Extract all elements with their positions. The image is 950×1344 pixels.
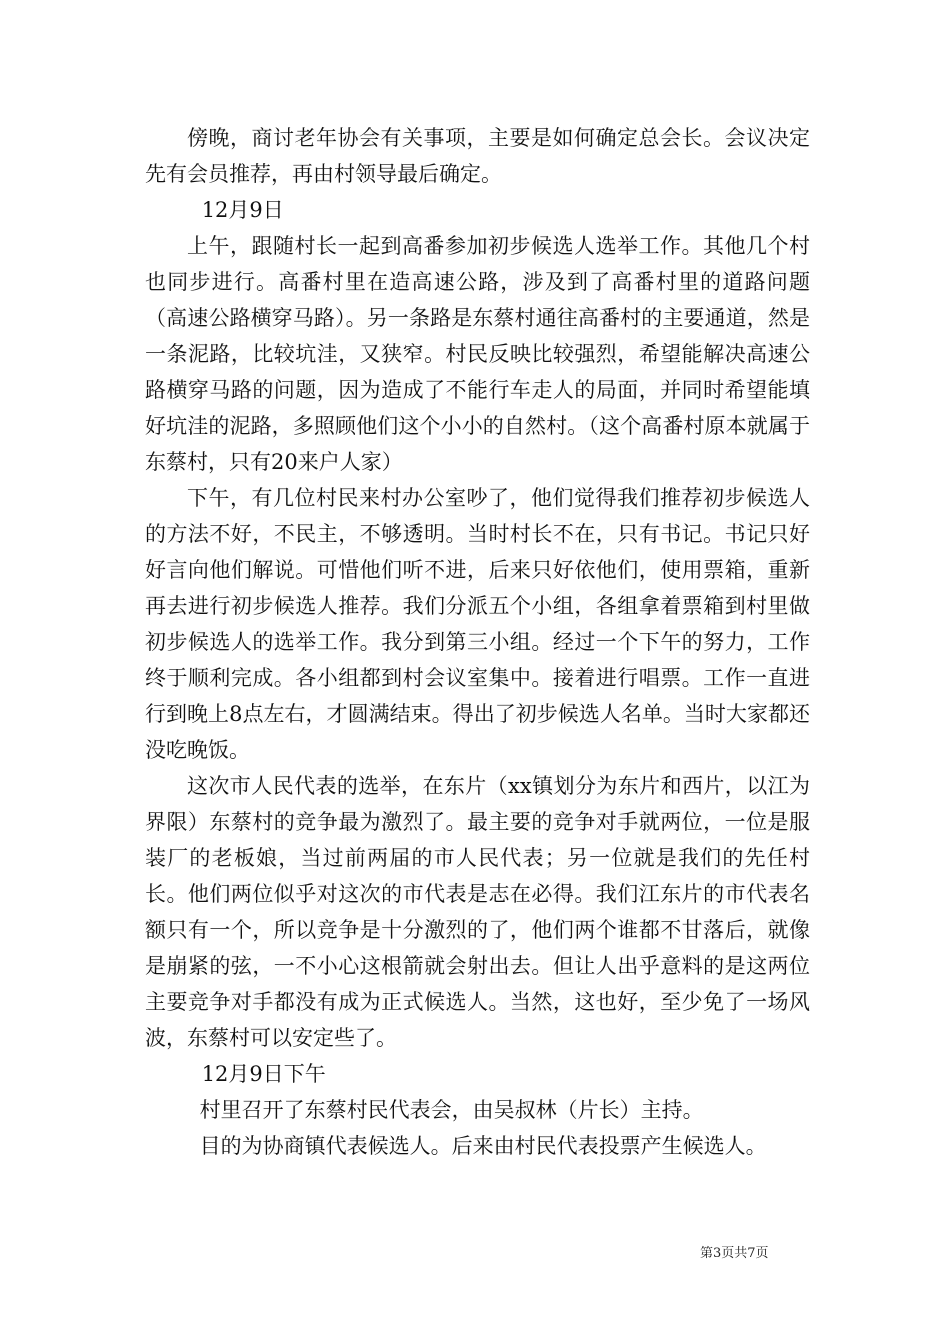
date-heading-dec-9-afternoon: 12月9日下午 <box>201 1062 326 1086</box>
paragraph-afternoon-villagers: 下午，有几位村民来村办公室吵了，他们觉得我们推荐初步候选人的方法不好，不民主，不够透明。当时村长不在，只有书记。书记只好好言向他们解说。可惜他们听不进，后来只好依他们，使用票箱，重新再去进行初步候选人推荐。我们分派五个小组，各组拿着票箱到村里做初步候选人的选举工作。我分到第三小组。经过一个下午的努力，工作终于顺利完成。各小组都到村会议室集中。接着进行唱票。工作一直进行到晚上8点左右，才圆满结束。得出了初步候选人名单。当时大家都还没吃晚饭。 <box>145 486 810 762</box>
paragraph-purpose: 目的为协商镇代表候选人。后来由村民代表投票产生候选人。 <box>199 1134 767 1158</box>
page-number: 第3页共7页 <box>700 1246 769 1261</box>
paragraph-city-representative: 这次市人民代表的选举，在东片（xx镇划分为东片和西片，以江为界限）东蔡村的竞争最为激烈了。最主要的竞争对手就两位，一位是服装厂的老板娘，当过前两届的市人民代表；另一位就是我们的先任村长。他们两位似乎对这次的市代表是志在必得。我们江东片的市代表名额只有一个，所以竞争是十分激烈的了，他们两个谁都不甘落后，就像是崩紧的弦，一不小心这根箭就会射出去。但让人出乎意料的是这两位主要竞争对手都没有成为正式候选人。当然，这也好，至少免了一场风波，东蔡村可以安定些了。 <box>145 774 810 1050</box>
paragraph-morning-election: 上午，跟随村长一起到高番参加初步候选人选举工作。其他几个村也同步进行。高番村里在造高速公路，涉及到了高番村里的道路问题（高速公路横穿马路）。另一条路是东蔡村通往高番村的主要通道，然是一条泥路，比较坑洼，又狭窄。村民反映比较强烈，希望能解决高速公路横穿马路的问题，因为造成了不能行车走人的局面，并同时希望能填好坑洼的泥路，多照顾他们这个小小的自然村。（这个高番村原本就属于东蔡村，只有20来户人家） <box>145 234 810 474</box>
paragraph-representative-meeting: 村里召开了东蔡村民代表会，由吴叔林（片长）主持。 <box>199 1098 704 1122</box>
paragraph-evening-meeting: 傍晚，商讨老年协会有关事项，主要是如何确定总会长。会议决定先有会员推荐，再由村领导最后确定。 <box>145 126 810 186</box>
date-heading-dec-9: 12月9日 <box>201 198 284 222</box>
document-body <box>145 120 810 1164</box>
